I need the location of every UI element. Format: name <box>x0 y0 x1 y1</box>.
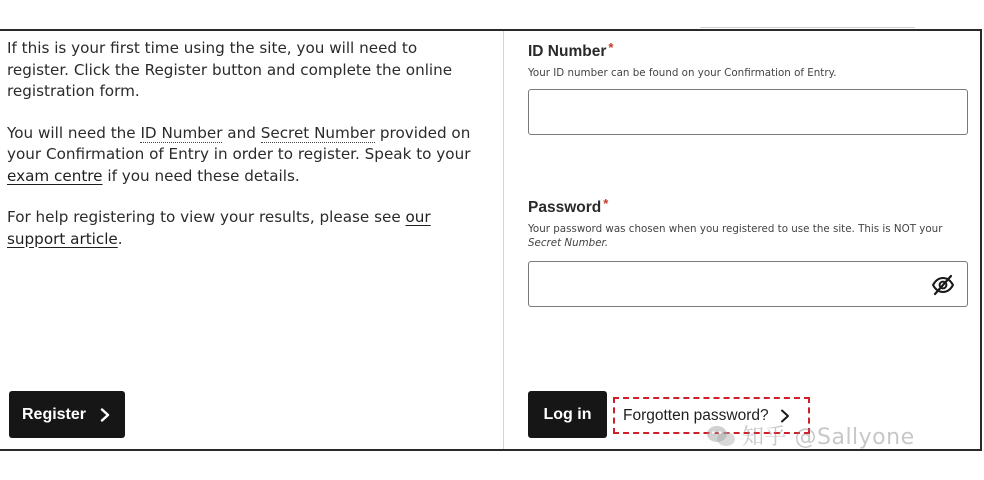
eye-slash-icon[interactable] <box>931 274 955 296</box>
requirements-text-2: and <box>222 123 261 142</box>
required-marker: * <box>603 196 609 211</box>
id-number-hint: Your ID number can be found on your Confirmation of Entry. <box>528 67 837 79</box>
register-button-label: Register <box>21 405 87 423</box>
top-decoration-line <box>700 27 915 28</box>
id-number-label-text: ID Number <box>528 43 607 60</box>
panel-divider <box>503 31 504 449</box>
requirements-paragraph <box>7 123 477 188</box>
required-marker: * <box>608 40 614 55</box>
secret-number-term[interactable]: Secret Number <box>260 123 376 142</box>
password-hint-emphasis: Secret Number. <box>528 237 609 249</box>
password-label <box>528 196 608 217</box>
id-number-label <box>528 40 613 61</box>
id-number-term[interactable]: ID Number <box>140 123 223 142</box>
password-hint-text: Your password was chosen when you registered to use the site. This is NOT your <box>528 223 943 235</box>
register-panel <box>7 38 477 270</box>
password-input[interactable] <box>528 261 968 307</box>
id-number-input[interactable] <box>528 89 968 135</box>
exam-centre-link[interactable]: exam centre <box>7 166 103 185</box>
help-paragraph <box>7 207 477 250</box>
intro-paragraph: If this is your first time using the site, you will need to register. Click the Register button and complete the online registration form. <box>7 39 453 100</box>
help-text-2: . <box>117 229 123 248</box>
watermark-text: 知乎 @Sallyone <box>742 425 915 450</box>
register-button[interactable] <box>9 391 125 438</box>
password-label-text: Password <box>528 199 602 216</box>
chevron-right-icon <box>98 408 112 422</box>
requirements-text-3: provided on your Confirmation of Entry in order to register. Speak to your <box>7 123 471 163</box>
password-hint <box>528 222 968 250</box>
watermark <box>706 420 915 451</box>
help-text-1: For help registering to view your results, please see <box>7 208 406 226</box>
login-button-label: Log in <box>543 405 592 423</box>
wechat-logo-icon <box>706 424 736 448</box>
requirements-text-1: You will need the <box>7 123 141 142</box>
forgotten-password-label: Forgotten password? <box>623 406 769 424</box>
requirements-text-4: if you need these details. <box>102 166 300 185</box>
login-button[interactable] <box>528 391 607 438</box>
support-article-link[interactable]: our support article <box>7 208 431 248</box>
